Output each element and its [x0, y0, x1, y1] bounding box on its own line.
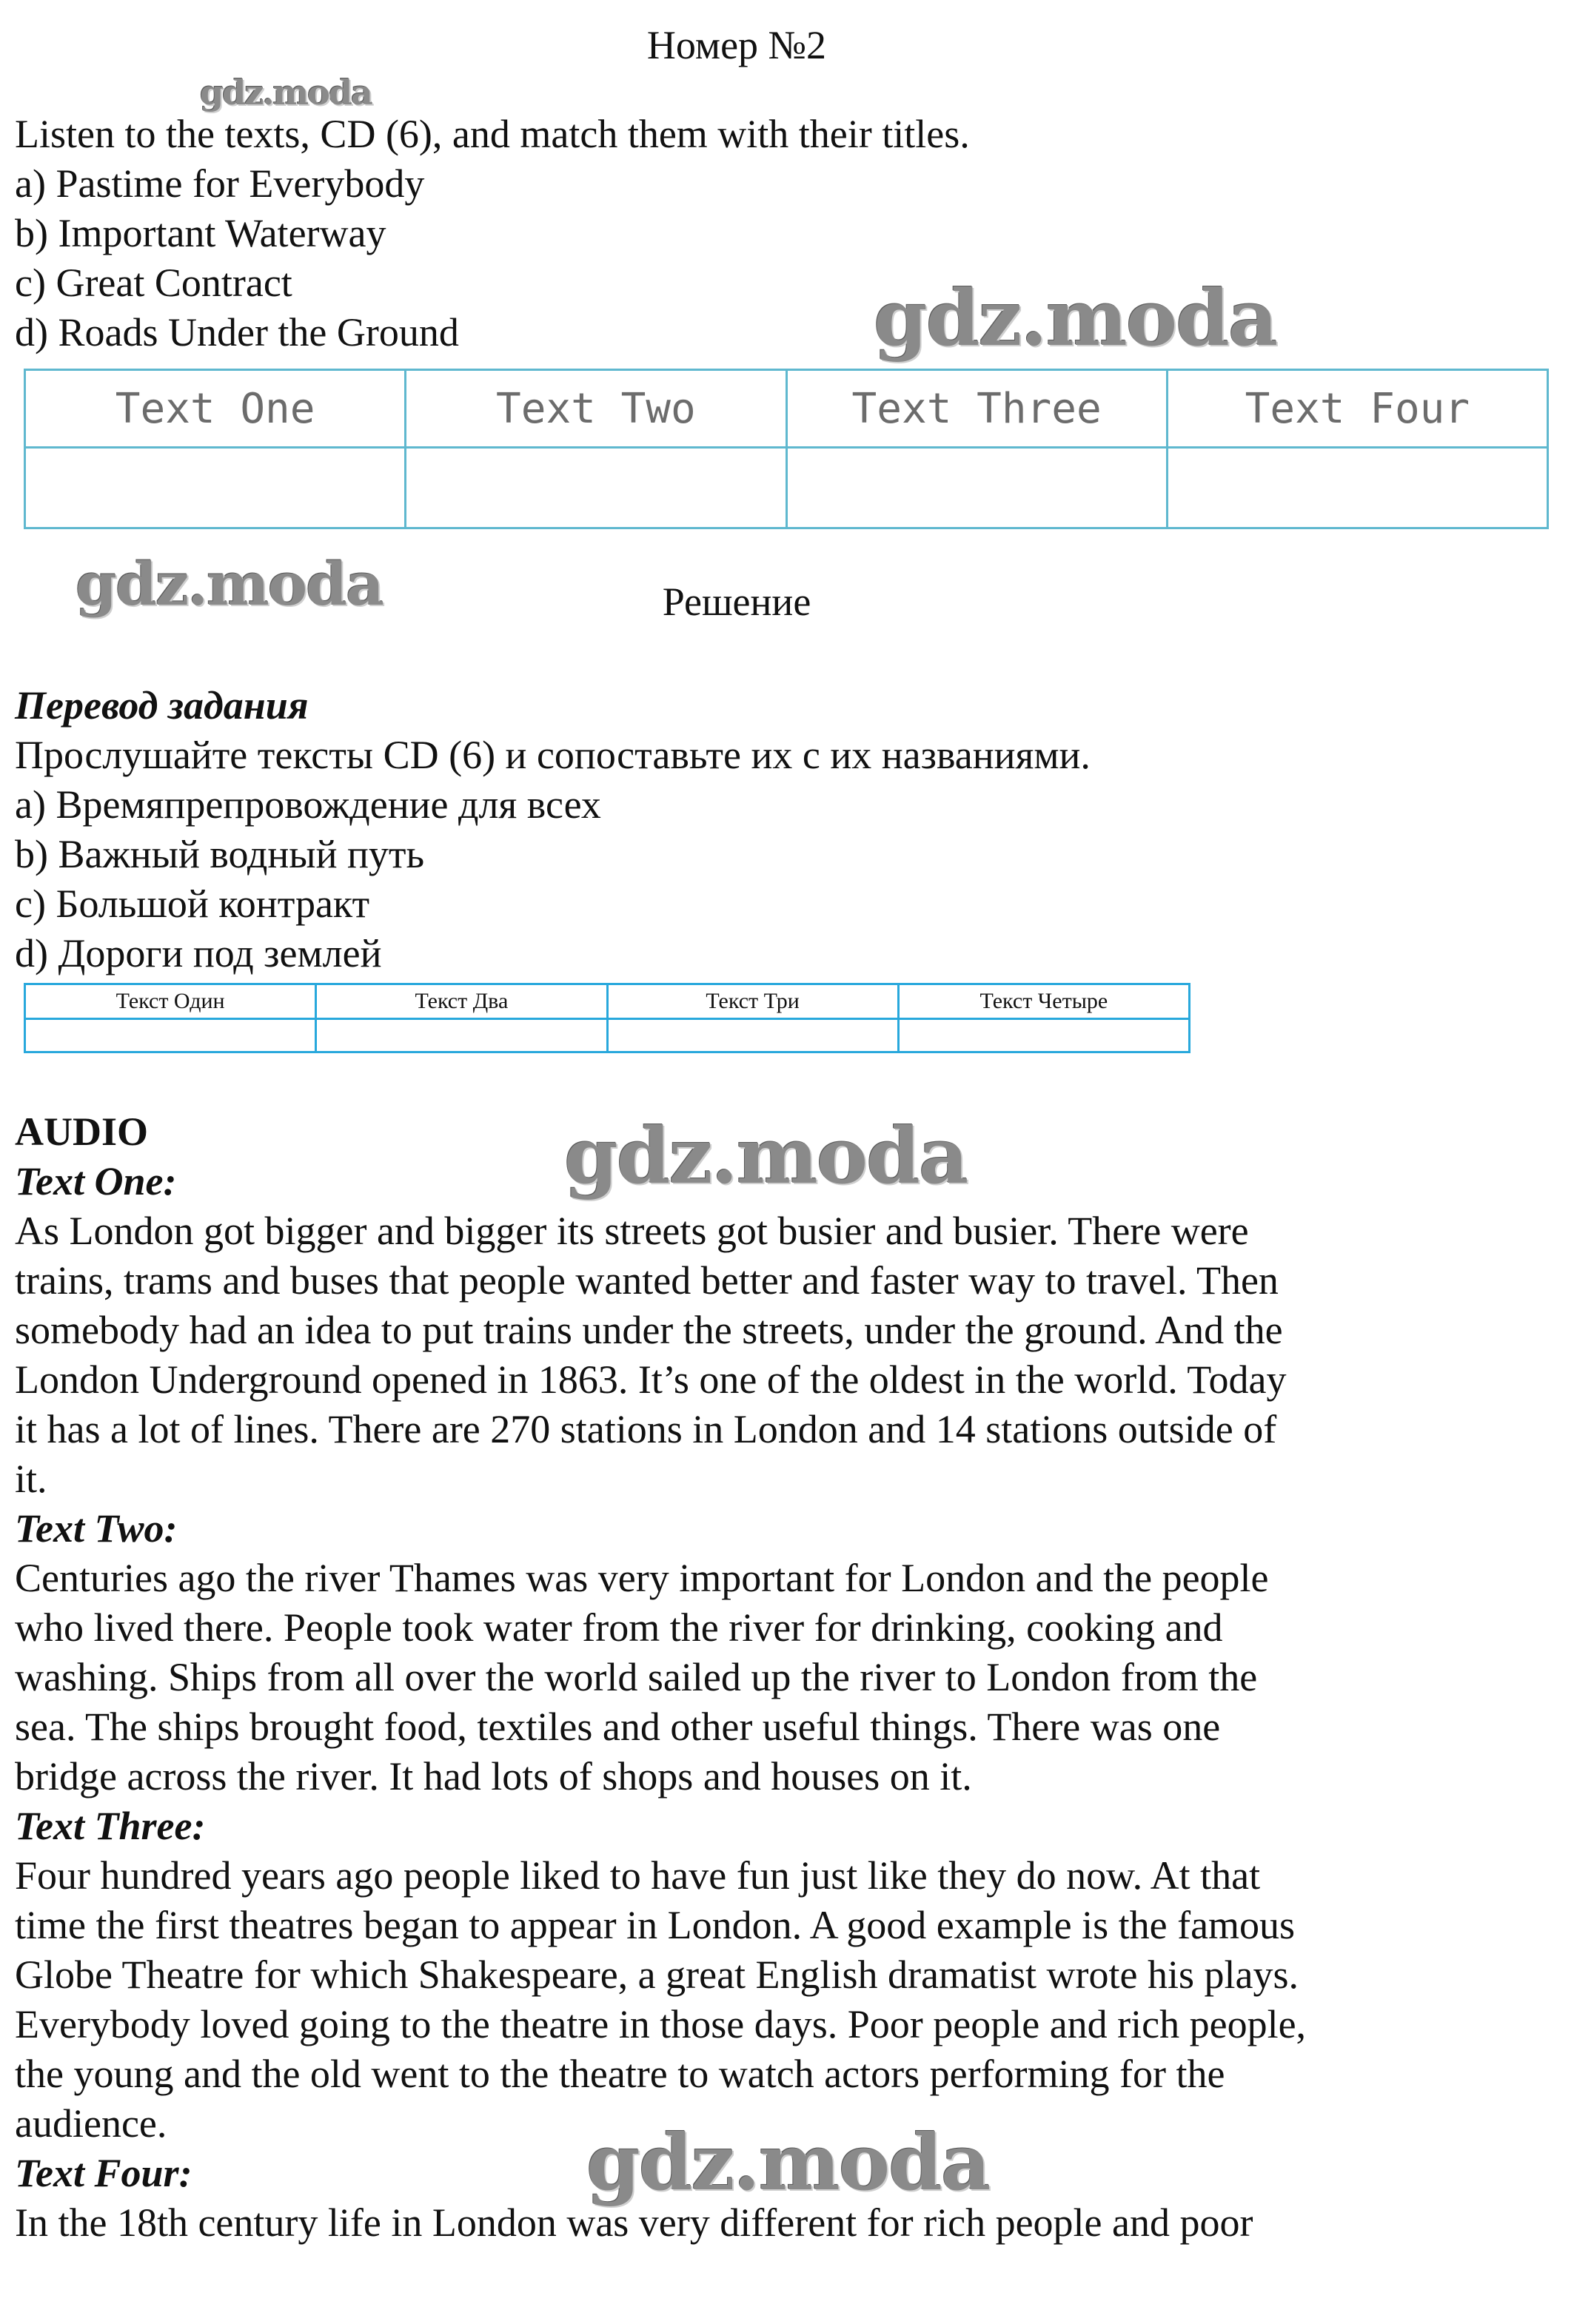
audio-text-four	[15, 2149, 1466, 2248]
audio-text-line: bridge across the river. It had lots of shops and houses on it.	[15, 1754, 972, 1799]
task-option: d) Roads Under the Ground	[15, 310, 459, 355]
translation-table-header: Текст Два	[316, 984, 607, 1019]
audio-text-three	[15, 1801, 1466, 2149]
task-instruction: Listen to the texts, CD (6), and match them with their titles.	[15, 112, 970, 156]
task-option: b) Important Waterway	[15, 211, 386, 255]
audio-text-line: somebody had an idea to put trains under the streets, under the ground. And the	[15, 1308, 1283, 1352]
audio-text-line: Globe Theatre for which Shakespeare, a great English dramatist wrote his plays.	[15, 1952, 1299, 1997]
audio-text-line: As London got bigger and bigger its streets got busier and busier. There were	[15, 1209, 1249, 1253]
audio-text-line: sea. The ships brought food, textiles and other useful things. There was one	[15, 1705, 1221, 1749]
answer-cell	[406, 448, 786, 528]
translation-cell	[898, 1019, 1189, 1052]
answer-table	[24, 369, 1549, 529]
audio-text-line: Centuries ago the river Thames was very important for London and the people	[15, 1556, 1269, 1600]
translation-table-header: Текст Один	[25, 984, 316, 1019]
audio-heading: AUDIO	[15, 1109, 149, 1154]
audio-text-title: Text Four:	[15, 2151, 192, 2195]
answer-table-header: Text Three	[786, 370, 1167, 448]
answer-cell	[25, 448, 406, 528]
translation-heading: Перевод задания	[15, 683, 309, 728]
watermark: gdz.moda	[200, 73, 372, 112]
translation-table	[24, 983, 1190, 1053]
audio-text-title: Text One:	[15, 1159, 177, 1203]
task-option: c) Great Contract	[15, 261, 292, 305]
audio-text-line: Everybody loved going to the theatre in those days. Poor people and rich people,	[15, 2002, 1307, 2046]
audio-text-line: who lived there. People took water from the river for drinking, cooking and	[15, 1605, 1223, 1650]
answer-table-header: Text Four	[1167, 370, 1547, 448]
translation-option: c) Большой контракт	[15, 881, 370, 926]
audio-text-two	[15, 1504, 1466, 1801]
audio-text-line: audience.	[15, 2101, 167, 2146]
translation-table-header: Текст Три	[607, 984, 898, 1019]
audio-text-line: London Underground opened in 1863. It’s one of the oldest in the world. Today	[15, 1357, 1287, 1402]
watermark: gdz.moda	[874, 272, 1277, 363]
translation-instruction: Прослушайте тексты CD (6) и сопоставьте их с их названиями.	[15, 733, 1091, 777]
answer-cell	[1167, 448, 1547, 528]
audio-text-line: it has a lot of lines. There are 270 stations in London and 14 stations outside of	[15, 1407, 1277, 1451]
answer-table-header: Text One	[25, 370, 406, 448]
translation-option: a) Времяпрепровождение для всех	[15, 782, 601, 827]
audio-text-title: Text Two:	[15, 1506, 178, 1551]
answer-cell	[786, 448, 1167, 528]
translation-cell	[607, 1019, 898, 1052]
audio-text-title: Text Three:	[15, 1804, 206, 1848]
audio-text-one	[15, 1157, 1466, 1504]
translation-option: b) Важный водный путь	[15, 832, 425, 876]
audio-text-line: it.	[15, 1457, 47, 1501]
answer-table-header: Text Two	[406, 370, 786, 448]
solution-heading: Решение	[662, 580, 811, 624]
audio-text-line: the young and the old went to the theatre to watch actors performing for the	[15, 2052, 1225, 2096]
audio-text-line: Four hundred years ago people liked to have fun just like they do now. At that	[15, 1853, 1261, 1898]
watermark: gdz.moda	[564, 1110, 968, 1201]
audio-text-line: time the first theatres began to appear in London. A good example is the famous	[15, 1903, 1296, 1947]
audio-text-line: trains, trams and buses that people wanted better and faster way to travel. Then	[15, 1258, 1279, 1303]
task-option: a) Pastime for Everybody	[15, 161, 425, 206]
translation-option: d) Дороги под землей	[15, 931, 382, 975]
translation-cell	[25, 1019, 316, 1052]
translation-table-header: Текст Четыре	[898, 984, 1189, 1019]
audio-text-line: In the 18th century life in London was very different for rich people and poor	[15, 2200, 1253, 2245]
watermark: gdz.moda	[586, 2117, 990, 2208]
translation-cell	[316, 1019, 607, 1052]
audio-text-line: washing. Ships from all over the world sailed up the river to London from the	[15, 1655, 1258, 1699]
watermark: gdz.moda	[76, 549, 383, 619]
page-title: Номер №2	[646, 23, 827, 67]
